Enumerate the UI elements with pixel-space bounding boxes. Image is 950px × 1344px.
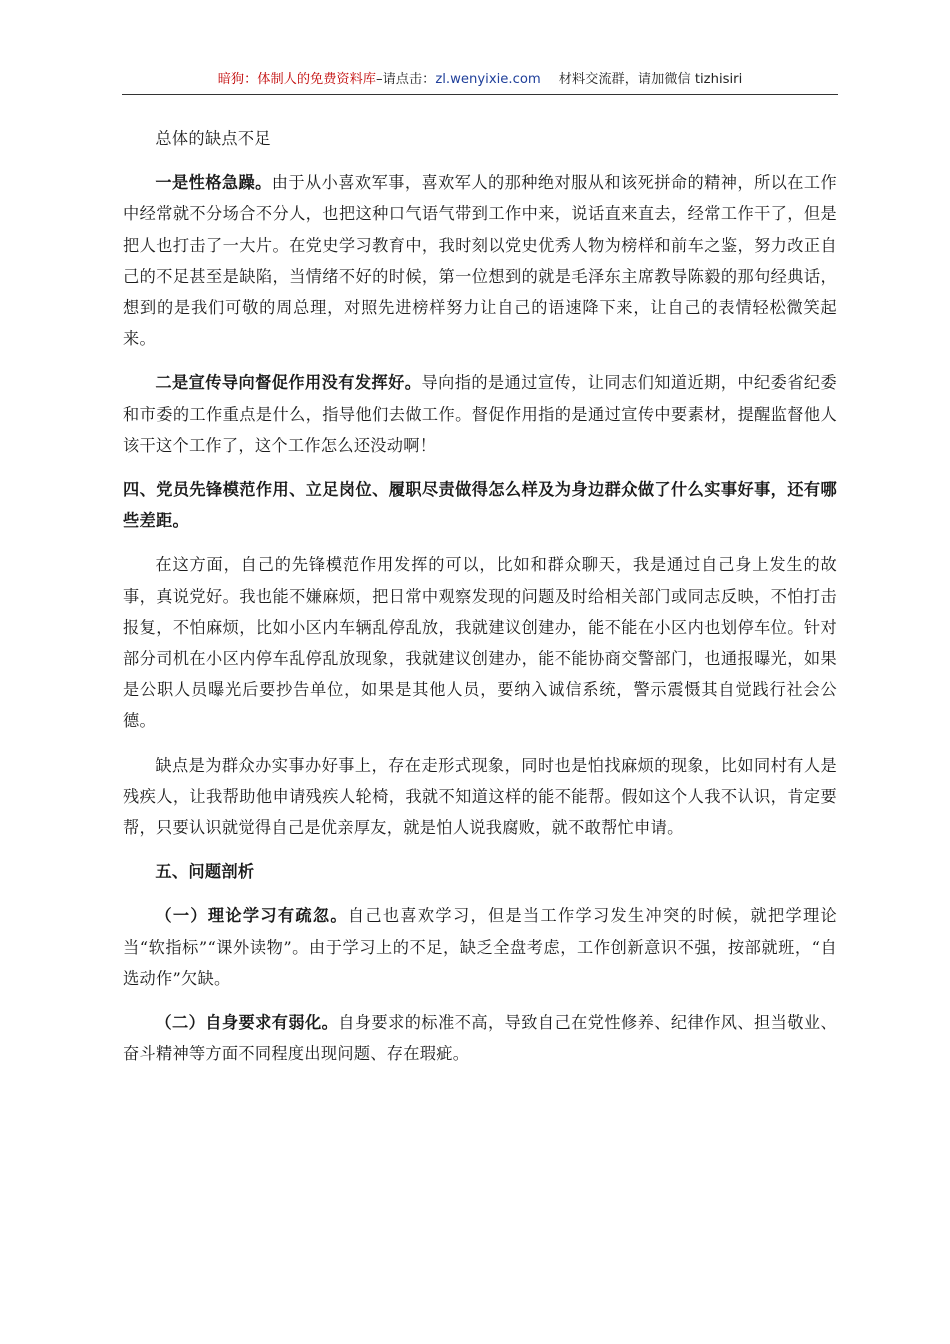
paragraph-theory-study-text: 自己也喜欢学习，但是当工作学习发生冲突的时候，就把学理论当“软指标”“课外读物”。由于学习上的不足，缺乏全盘考虑，工作创新意识不强，按部就班，“自选动作”欠缺。 bbox=[123, 906, 837, 988]
header-brand: 暗狗：体制人的免费资料库 bbox=[217, 72, 376, 87]
paragraph-shortcomings-service: 缺点是为群众办实事办好事上，存在走形式现象，同时也是怕找麻烦的现象，比如同村有人是残疾人，让我帮助他申请残疾人轮椅，我就不知道这样的能不能帮。假如这个人我不认识，肯定要帮，只要认识就觉得自己是优亲厚友，就是怕人说我腐败，就不敢帮忙申请。 bbox=[123, 755, 837, 838]
paragraph-self-requirement-text: 自身要求的标准不高，导致自己在党性修养、纪律作风、担当敬业、奋斗精神等方面不同程度出现问题、存在瑕疵。 bbox=[123, 1013, 837, 1064]
header-url-link[interactable]: zl.wenyixie.com bbox=[435, 72, 541, 87]
paragraph-publicity-lead: 二是宣传导向督促作用没有发挥好。 bbox=[155, 373, 422, 393]
paragraph-vanguard-role: 在这方面，自己的先锋模范作用发挥的可以，比如和群众聊天，我是通过自己身上发生的故事，真说党好。我也能不嫌麻烦，把日常中观察发现的问题及时给相关部门或同志反映，不怕打击报复，不怕麻烦，比如小区内车辆乱停乱放，我就建议创建办，能不能在小区内也划停车位。针对部分司机在小区内停车乱停乱放现象，我就建议创建办，能不能协商交警部门，也通报曝光，如果是公职人员曝光后要抄告单位，如果是其他人员，要纳入诚信系统，警示震慑其自觉践行社会公德。 bbox=[123, 555, 837, 731]
paragraph-publicity-text: 导向指的是通过宣传，让同志们知道近期，中纪委省纪委和市委的工作重点是什么，指导他们去做工作。督促作用指的是通过宣传中要素材，提醒监督他人该干这个工作了，这个工作怎么还没动啊！ bbox=[123, 373, 837, 455]
paragraph-theory-study-lead: （一）理论学习有疏忽。 bbox=[155, 906, 348, 926]
paragraph-self-requirement bbox=[123, 1007, 837, 1069]
section-heading-four: 四、党员先锋模范作用、立足岗位、履职尽责做得怎么样及为身边群众做了什么实事好事，还有哪些差距。 bbox=[123, 480, 837, 531]
paragraph-theory-study bbox=[123, 900, 837, 994]
paragraph-publicity bbox=[123, 367, 837, 461]
paragraph-self-requirement-lead: （二）自身要求有弱化。 bbox=[155, 1013, 339, 1033]
paragraph-overall-shortcomings: 总体的缺点不足 bbox=[155, 129, 271, 148]
paragraph-temper-text: 由于从小喜欢军事，喜欢军人的那种绝对服从和该死拼命的精神，所以在工作中经常就不分场合不分人，也把这种口气语气带到工作中来，说话直来直去，经常工作干了，但是把人也打击了一大片。在党史学习教育中，我时刻以党史优秀人物为榜样和前车之鉴，努力改正自己的不足甚至是缺陷，当情绪不好的时候，第一位想到的就是毛泽东主席教导陈毅的那句经典话，想到的是我们可敬的周总理，对照先进榜样努力让自己的语速降下来，让自己的表情轻松微笑起来。 bbox=[123, 173, 837, 349]
paragraph-temper-lead: 一是性格急躁。 bbox=[155, 173, 272, 193]
header-click-prefix: –请点击： bbox=[375, 72, 436, 87]
section-heading-five: 五、问题剖析 bbox=[155, 862, 255, 882]
document-body bbox=[123, 123, 837, 1082]
paragraph-temper bbox=[123, 167, 837, 354]
header-wechat-text: 材料交流群，请加微信 tizhisiri bbox=[558, 72, 743, 87]
page-header bbox=[122, 70, 838, 95]
